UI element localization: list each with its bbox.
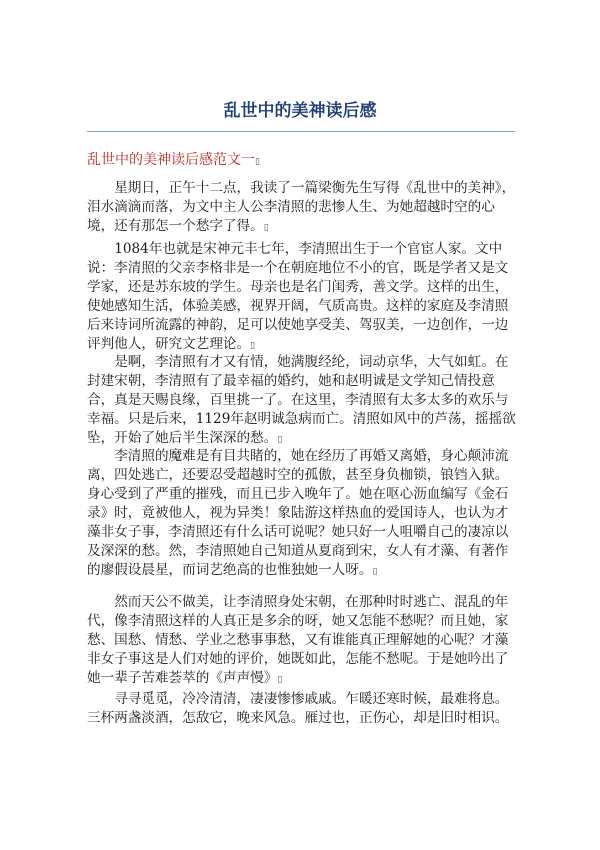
- section-heading: [87, 149, 260, 169]
- paragraph-text: 然而天公不做美，让李清照身处宋朝，在那种时时逃亡、混乱的年代，像李清照这样的人真正是多余的呀，她又怎能不愁呢？而且她，家愁、国愁、情愁、学业之愁事事愁，又有谁能真正理解她的心呢？才藻非女子事这是人们对她的评价，她既如此，怎能不愁呢。于是她吟出了她一辈子苦难荟萃的《声声慢》: [87, 594, 509, 686]
- body-paragraph: [87, 593, 517, 690]
- body-paragraph: [87, 240, 517, 356]
- paragraph-mark: ▯: [277, 435, 283, 445]
- paragraph-text: 寻寻觅觅，冷冷清清，凄凄惨惨戚戚。乍暖还寒时候，最难将息。三杯两盏淡酒，怎敌它，晚来风急。雁过也，正伤心，却是旧时相识。: [87, 691, 509, 726]
- document-title: 乱世中的美神读后感: [223, 101, 377, 121]
- section-heading-text: 乱世中的美神读后感范文一: [87, 152, 255, 168]
- body-paragraph: [87, 353, 517, 450]
- paragraph-mark: ▯: [250, 341, 256, 351]
- paragraph-mark: ▯: [255, 157, 260, 167]
- paragraph-text: 星期日，正午十二点，我读了一篇梁衡先生写得《乱世中的美神》，泪水滴滴而落，为文中主人公李清照的悲惨人生、为她超越时空的心境，还有那怎一个愁字了得。: [87, 180, 516, 234]
- body-paragraph: [87, 447, 517, 582]
- paragraph-mark: ▯: [372, 567, 378, 577]
- paragraph-text: 李清照的魔难是有目共睹的，她在经历了再婚又离婚，身心颠沛流离，四处逃亡，还要忍受超越时空的孤傲，甚至身负枷锁，锒铛入狱。身心受到了严重的摧残，而且已步入晚年了。她在呕心沥血编写《金石录》时，竟被他人，视为异类！象陆游这样热血的爱国诗人，也认为才藻非女子事，李清照还有什么话可说呢？她只好一人咀嚼自己的凄凉以及深深的愁。然，李清照她自己知道从夏商到宋，女人有才藻、有著作的廖假设晨星，而词艺绝高的也惟独她一人呀。: [87, 448, 509, 578]
- body-paragraph: [87, 179, 517, 238]
- paragraph-text: 是啊，李清照有才又有情，她满腹经纶，词动京华，大气如虹。在封建宋朝，李清照有了最幸福的婚约，她和赵明诚是文学知己情投意合，真是天赐良缘，百里挑一了。在这里，李清照有太多太多的欢乐与幸福。只是后来，1129年赵明诚急病而亡。清照如风中的芦荡，摇摇欲坠，开始了她后半生深深的愁。: [87, 354, 516, 446]
- paragraph-mark: ▯: [263, 223, 269, 233]
- paragraph-text: 1084年也就是宋神元丰七年，李清照出生于一个官宦人家。文中说：李清照的父亲李格非是一个在朝庭地位不小的官，既是学者又是文学家，还是苏东坡的学生。母亲也是名门闺秀，善文学。这样的出生，使她感知生活，体验美感，视界开阔，气质高贵。这样的家庭及李清照后来诗词所流露的神韵，足可以使她享受美、驾驭美，一边创作，一边评判他人，研究文艺理论。: [87, 241, 509, 352]
- paragraph-mark: ▯: [277, 675, 283, 685]
- body-paragraph: [87, 690, 517, 728]
- title-divider: [87, 131, 515, 132]
